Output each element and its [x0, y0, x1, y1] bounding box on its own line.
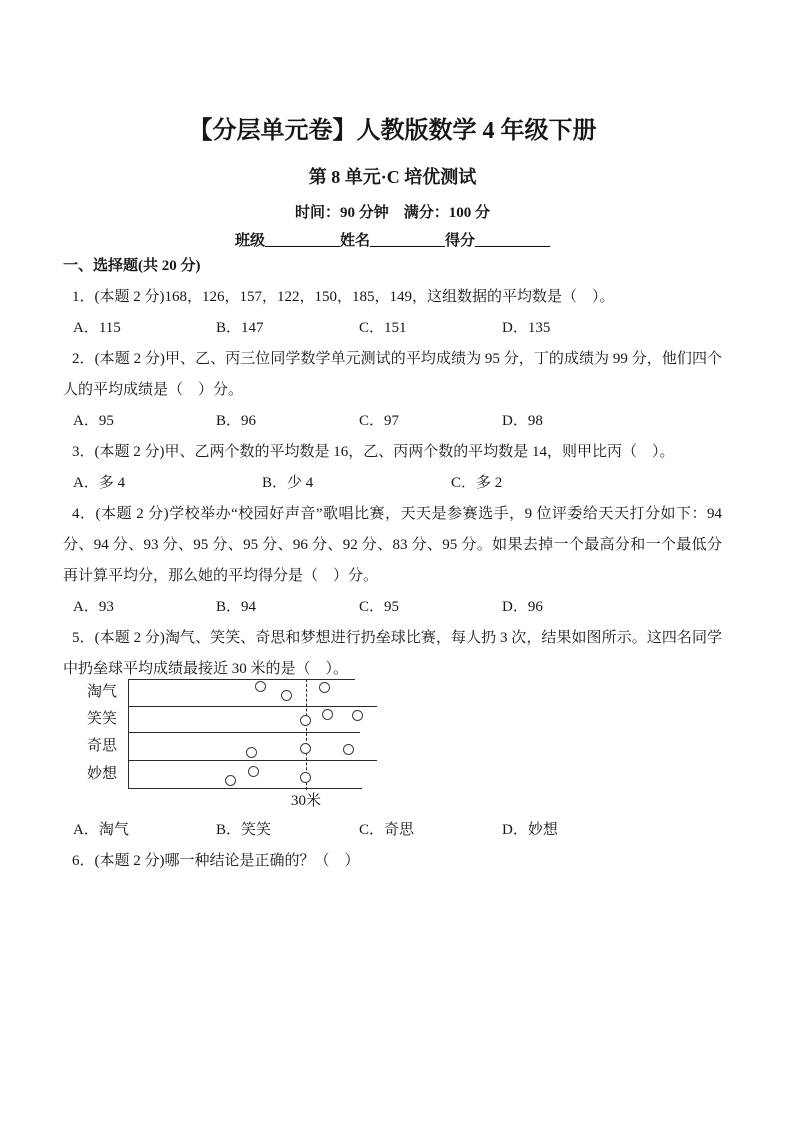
- question-5-options: [73, 815, 722, 846]
- question-3-text: 3．(本题 2 分)甲、乙两个数的平均数是 16，乙、丙两个数的平均数是 14，则甲比丙（ ）。: [72, 444, 675, 460]
- reference-label: 30米: [290, 793, 321, 809]
- question-3-option-b: B．少 4: [262, 475, 314, 491]
- question-5-option-a: A．淘气: [73, 822, 129, 838]
- question-2-option-d: D．98: [502, 413, 543, 429]
- question-block-1: [63, 282, 722, 344]
- question-1-text: 1．(本题 2 分)168，126，157，122，150，185，149，这组数据的平均数是（ ）。: [72, 289, 615, 305]
- question-4-options: [73, 592, 722, 623]
- question-3-options: [73, 468, 722, 499]
- exam-info-line: 时间：90 分钟 满分：100 分: [294, 205, 490, 221]
- throw-distance-dot-plot: [63, 679, 722, 815]
- question-5-text: 5．(本题 2 分)淘气、笑笑、奇思和梦想进行扔垒球比赛，每人扔 3 次，结果如图所示。这四名同学中扔垒球平均成绩最接近 30 米的是（ ）。: [63, 630, 722, 677]
- throw-dot: [255, 681, 266, 692]
- throw-dot: [281, 690, 292, 701]
- throw-dot: [343, 744, 354, 755]
- question-1-option-c: C．151: [359, 320, 407, 336]
- question-4-option-c: C．95: [359, 599, 400, 615]
- grid-line: [128, 788, 362, 789]
- throw-dot: [246, 747, 257, 758]
- throw-dot: [319, 682, 330, 693]
- throw-dot: [322, 709, 333, 720]
- doc-subtitle: 第 8 单元·C 培优测试: [308, 167, 477, 187]
- grid-line: [128, 760, 377, 761]
- grid-line: [128, 706, 377, 707]
- row-label-2: 笑笑: [87, 711, 118, 727]
- question-5-option-b: B．笑笑: [216, 822, 272, 838]
- question-4-option-a: A．93: [73, 599, 114, 615]
- question-2-option-c: C．97: [359, 413, 400, 429]
- throw-dot: [352, 710, 363, 721]
- section-title: 一、选择题(共 20 分): [63, 258, 201, 274]
- throw-dot: [248, 766, 259, 777]
- question-2-option-b: B．96: [216, 413, 257, 429]
- student-info-line: 班级__________姓名__________得分__________: [234, 233, 550, 249]
- throw-dot: [300, 715, 311, 726]
- question-2-option-a: A．95: [73, 413, 114, 429]
- question-2-options: [73, 406, 722, 437]
- throw-dot: [300, 772, 311, 783]
- throw-dot: [300, 743, 311, 754]
- question-5-option-c: C．奇思: [359, 822, 415, 838]
- row-label-3: 奇思: [87, 738, 118, 754]
- question-6-text: 6．(本题 2 分)哪一种结论是正确的？（ ）: [72, 853, 360, 869]
- question-1-option-d: D．135: [502, 320, 551, 336]
- row-label-1: 淘气: [87, 684, 118, 700]
- question-4-option-b: B．94: [216, 599, 257, 615]
- grid-line: [128, 732, 360, 733]
- axis-line: [128, 679, 129, 788]
- question-block-5: [63, 623, 722, 846]
- question-5-option-d: D．妙想: [502, 822, 558, 838]
- row-label-4: 妙想: [87, 766, 118, 782]
- question-2-text: 2．(本题 2 分)甲、乙、丙三位同学数学单元测试的平均成绩为 95 分，丁的成绩为 99 分，他们四个人的平均成绩是（ ）分。: [63, 351, 722, 398]
- question-4-text: 4．(本题 2 分)学校举办“校园好声音”歌唱比赛，天天是参赛选手，9 位评委给天天打分如下：94 分、94 分、93 分、95 分、95 分、96 分、92 分、83 分、95 分。如果去掉一个最高分和一个最低分再计算平均分，那么她的平均得分是（ ）分。: [63, 506, 722, 584]
- question-block-2: [63, 344, 722, 437]
- throw-dot: [225, 775, 236, 786]
- question-1-option-a: A．115: [73, 320, 121, 336]
- question-1-option-b: B．147: [216, 320, 264, 336]
- question-3-option-c: C．多 2: [451, 475, 503, 491]
- question-4-option-d: D．96: [502, 599, 543, 615]
- question-3-option-a: A．多 4: [73, 475, 126, 491]
- question-1-options: [73, 313, 722, 344]
- grid-line: [128, 679, 355, 680]
- question-block-3: [63, 437, 722, 499]
- doc-title: 【分层单元卷】人教版数学 4 年级下册: [188, 118, 597, 144]
- question-block-4: [63, 499, 722, 623]
- question-block-6: [63, 846, 722, 877]
